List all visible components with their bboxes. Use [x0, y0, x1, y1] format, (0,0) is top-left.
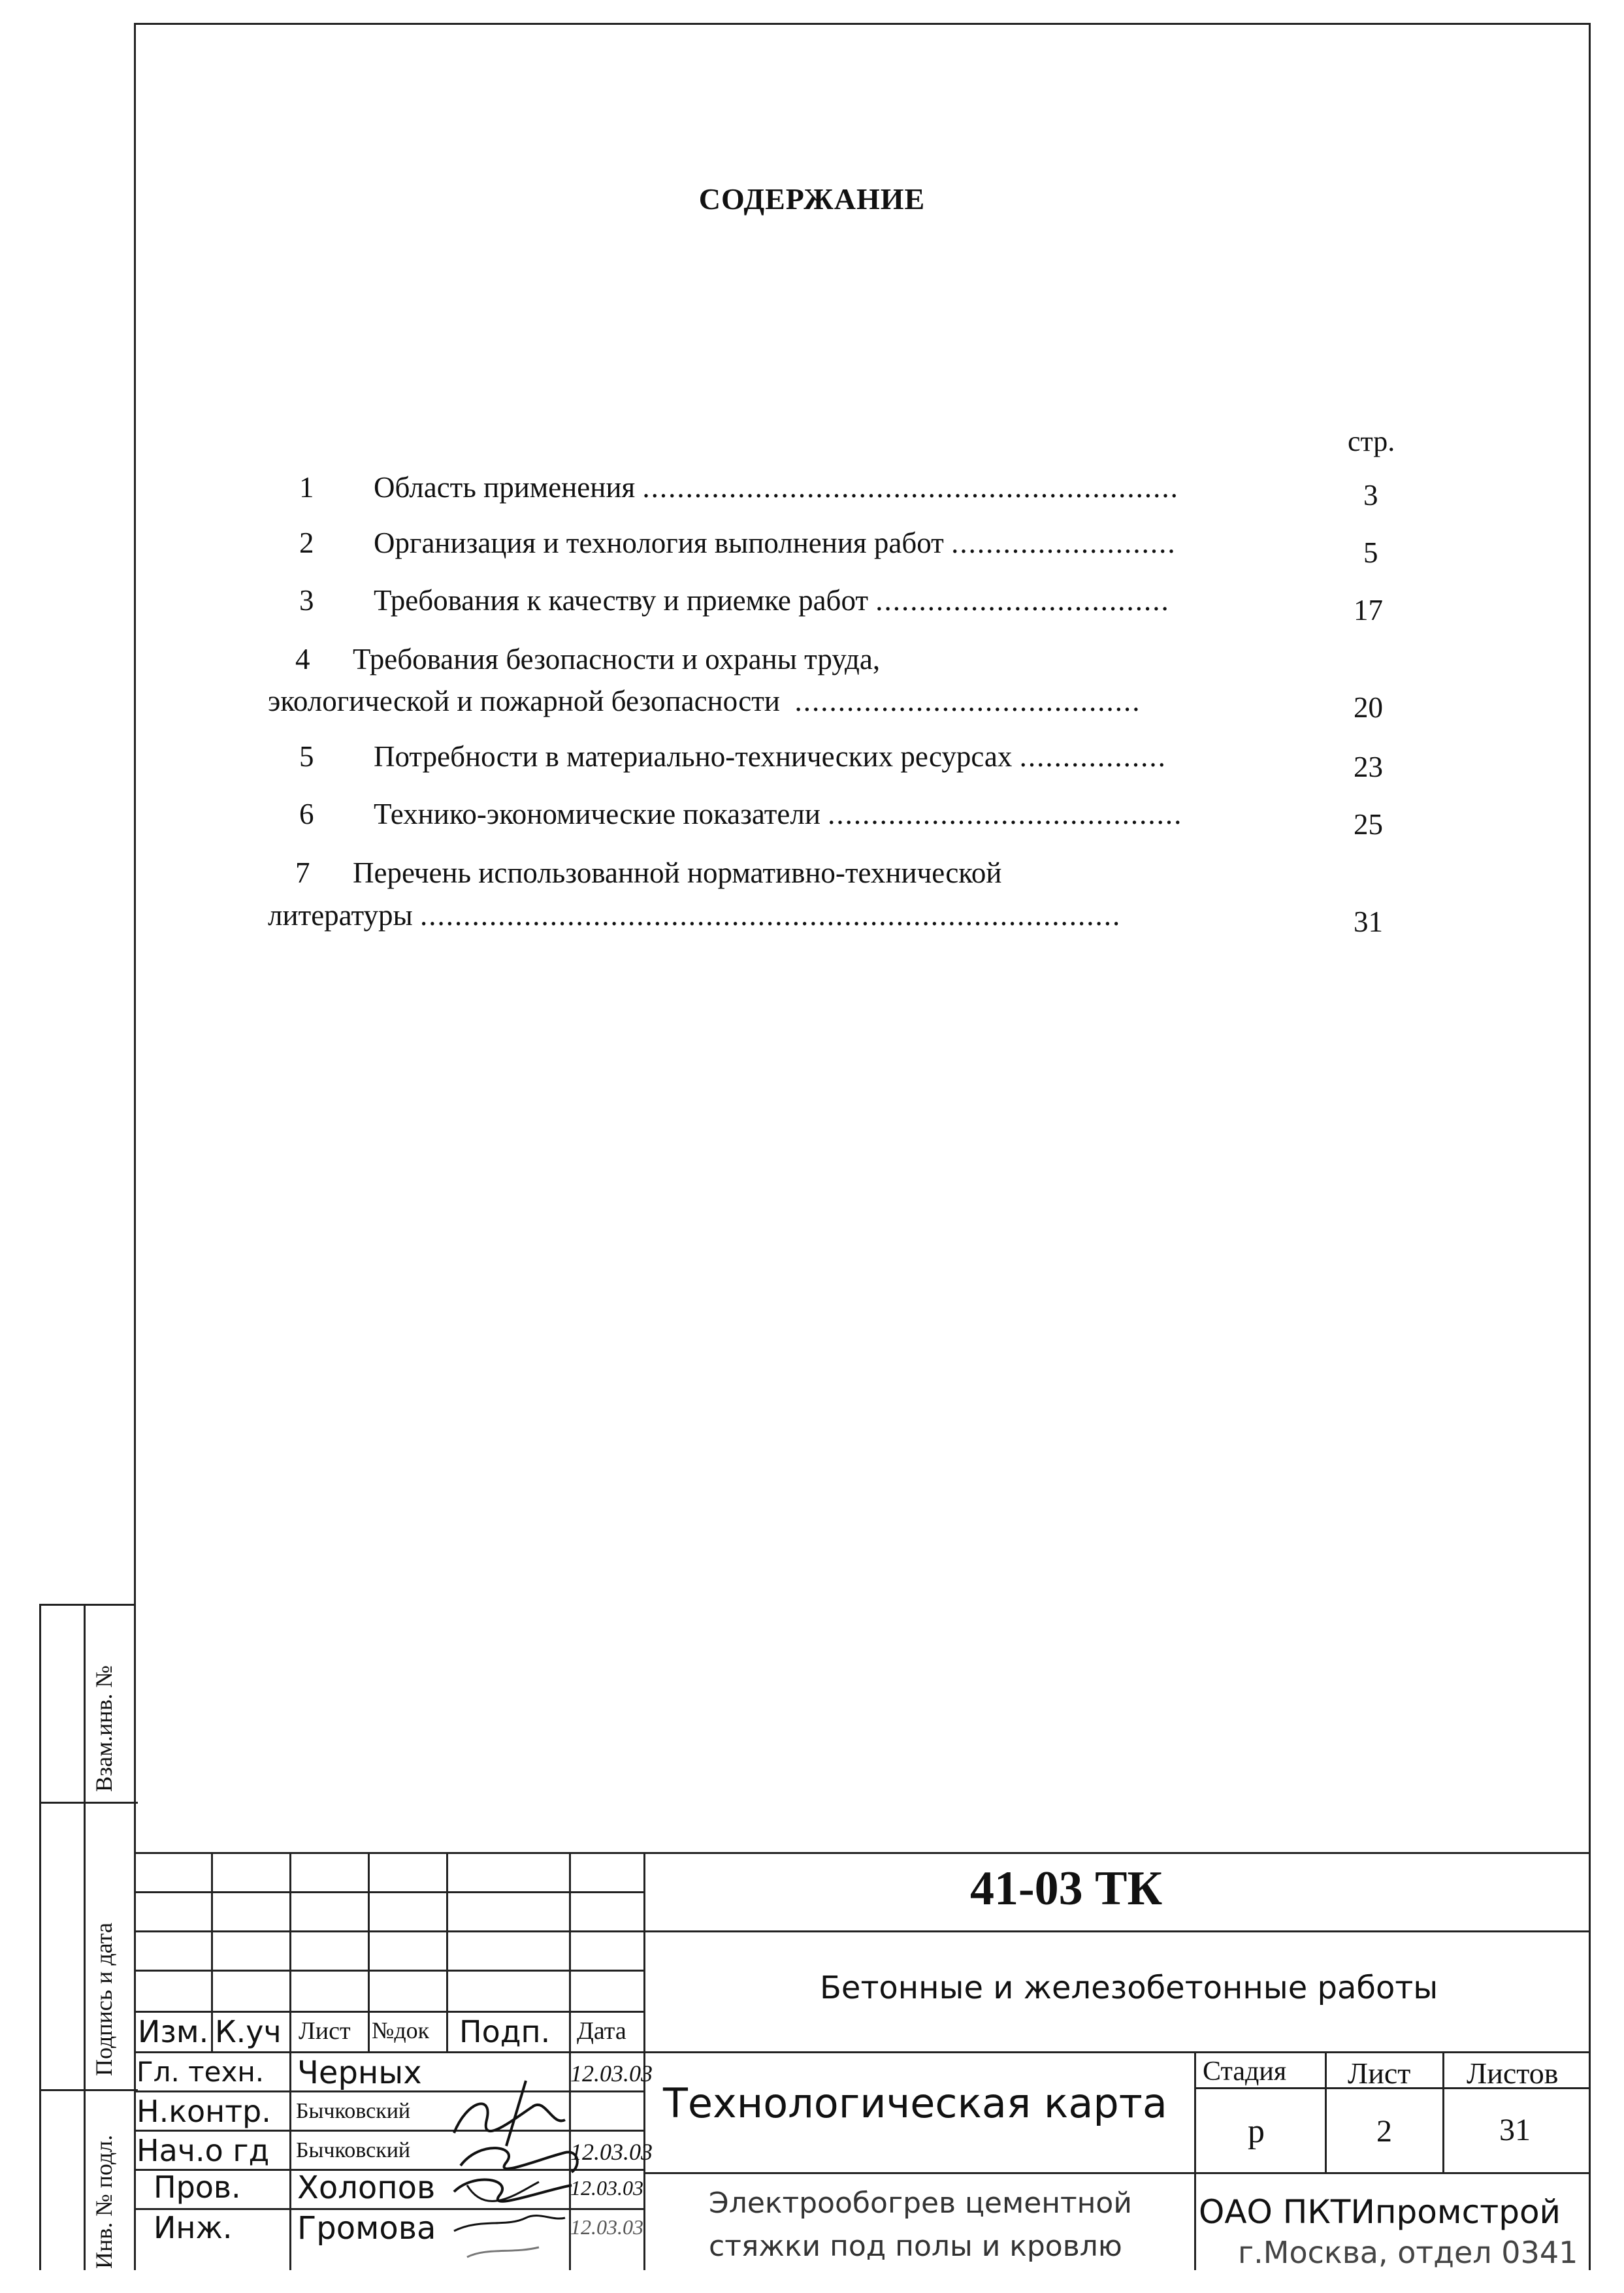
person-name: Бычковский: [296, 2099, 411, 2123]
sheet-label: Лист: [1348, 2057, 1411, 2090]
signature-date-label: Подпись и дата: [91, 1923, 117, 2076]
toc-item-page: 5: [1363, 536, 1378, 569]
sheet-value: 2: [1376, 2114, 1392, 2149]
sign-date: 12.03.03: [570, 2215, 643, 2239]
toc-item-title: Потребности в материально-технических ресурсах .................: [374, 740, 1167, 773]
toc-item-number: 1: [299, 471, 314, 504]
sheets-value: 31: [1499, 2113, 1531, 2147]
toc-item-number: 2: [299, 527, 314, 559]
person-name: Холопов: [297, 2170, 436, 2206]
col-header-kuch: К.уч: [215, 2014, 282, 2049]
stage-label: Стадия: [1203, 2057, 1287, 2087]
toc-item-title: Область применения ..............................................................: [374, 471, 1179, 504]
toc-item-number: 6: [299, 798, 314, 830]
person-name: Громова: [297, 2210, 436, 2247]
toc-item-page: 25: [1354, 808, 1383, 841]
toc-item-number: 5: [299, 740, 314, 773]
replaced-inventory-label: Взам.инв. №: [91, 1665, 117, 1792]
col-header-ndok: №док: [372, 2017, 430, 2043]
role-label: Нач.о гд: [137, 2133, 270, 2168]
col-header-list: Лист: [299, 2017, 351, 2045]
page-title: СОДЕРЖАНИЕ: [698, 182, 926, 216]
col-header-date: Дата: [577, 2017, 626, 2045]
subject-line-2: стяжки под полы и кровлю: [709, 2230, 1122, 2263]
person-name: Черных: [297, 2055, 422, 2091]
toc-item-number: 4: [295, 643, 310, 675]
role-label: Гл. техн.: [137, 2056, 265, 2088]
sign-date: 12.03.03: [570, 2060, 653, 2087]
title-block: [134, 1852, 1591, 2270]
original-inventory-label: Инв. № подл.: [91, 2134, 117, 2269]
sheets-label: Листов: [1467, 2057, 1559, 2090]
section-title: Бетонные и железобетонные работы: [820, 1970, 1438, 2006]
toc-item-title: Требования к качеству и приемке работ ..................................: [374, 584, 1170, 617]
person-name: Бычковский: [296, 2138, 411, 2162]
organization-name: ОАО ПКТИпромстрой: [1199, 2193, 1561, 2231]
handwritten-signatures: [441, 2022, 650, 2270]
subject-line-1: Электрообогрев цементной: [709, 2187, 1132, 2220]
toc-item-title-line2: экологической и пожарной безопасности ........................................: [268, 685, 1141, 717]
role-label: Н.контр.: [137, 2094, 271, 2129]
sign-date: 12.03.03: [570, 2176, 643, 2200]
document-code: 41-03 ТК: [970, 1862, 1163, 1915]
toc-item-page: 3: [1363, 479, 1378, 512]
role-label: Пров.: [154, 2170, 241, 2205]
toc-item-title: Организация и технология выполнения работ ..........................: [374, 527, 1177, 559]
toc-item-page: 23: [1354, 751, 1383, 783]
toc-item-number: 7: [295, 856, 310, 889]
toc-item-page: 17: [1354, 594, 1383, 626]
toc-item-title: Перечень использованной нормативно-технической: [353, 856, 1002, 889]
col-header-izm: Изм.: [138, 2014, 209, 2049]
toc-item-page: 20: [1354, 691, 1383, 724]
side-stamp: [39, 1604, 136, 2270]
stage-value: р: [1248, 2113, 1265, 2150]
toc-item-number: 3: [299, 584, 314, 617]
sign-date: 12.03.03: [570, 2139, 653, 2165]
toc-item-page: 31: [1354, 905, 1383, 938]
toc-item-title: Технико-экономические показатели .........................................: [374, 798, 1183, 830]
pages-column-label: стр.: [1348, 425, 1395, 457]
document-type: Технологическая карта: [663, 2079, 1167, 2127]
role-label: Инж.: [154, 2210, 233, 2245]
organization-location: г.Москва, отдел 0341: [1238, 2235, 1578, 2270]
toc-item-title: Требования безопасности и охраны труда,: [353, 643, 881, 675]
col-header-podp: Подп.: [459, 2014, 551, 2049]
toc-item-title-line2: литературы .................................................................................: [268, 899, 1122, 932]
